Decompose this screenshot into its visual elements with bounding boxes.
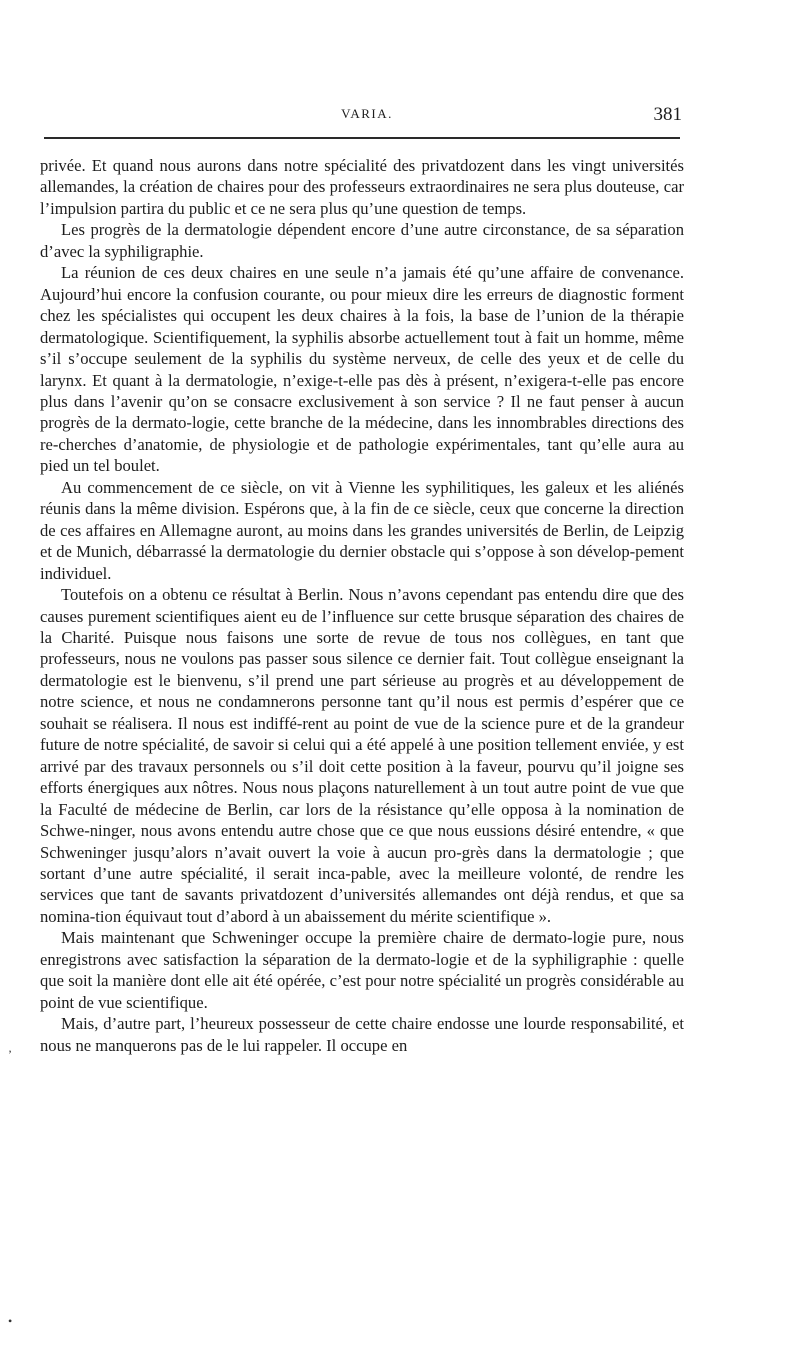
paragraph: Au commencement de ce siècle, on vit à Vienne les syphilitiques, les galeux et les aliénés réunis dans la même division. Espérons que, à la fin de ce siècle, ceux que concerne la direction de ces affaires en Allemagne auront, au moins dans les grandes universités de Berlin, de Leipzig et de Munich, débarrassé la dermatologie du dernier obstacle qui s’oppose à son dévelop-pement individuel. bbox=[40, 477, 684, 583]
paragraph: Mais maintenant que Schweninger occupe la première chaire de dermato-logie pure, nous enregistrons avec satisfaction la séparation de la dermato-logie et de la syphiligraphie : quelle que soit la manière dont elle ait été opérée, c’est pour notre spécialité un progrès considérable au point de vue scientifique. bbox=[40, 928, 684, 1012]
paragraph: La réunion de ces deux chaires en une seule n’a jamais été qu’une affaire de convenance. Aujourd’hui encore la confusion courante, ou pour mieux dire les erreurs de diagnostic forment chez les spécialistes qui occupent les deux chaires à la fois, la base de l’union de la thérapie dermatologique. Scientifiquement, la syphilis absorbe actuellement tout à fait un homme, même s’il s’occupe seulement de la syphilis du système nerveux, de celle des yeux et de celle du larynx. Et quant à la dermatologie, n’exige-t-elle pas dès à présent, n’exigera-t-elle pas encore plus dans l’avenir qu’on se consacre exclusivement à son service ? Il ne faut penser à aucun progrès de la dermato-logie, cette branche de la médecine, dans les innombrables directions des re-cherches d’anatomie, de physiologie et de pathologie expérimentales, tant qu’elle aura au pied un tel boulet. bbox=[40, 263, 684, 476]
paragraph: Les progrès de la dermatologie dépendent encore d’une autre circonstance, de sa séparation d’avec la syphiligraphie. bbox=[40, 220, 684, 261]
running-head: VARIA. bbox=[341, 106, 393, 121]
body-text bbox=[40, 155, 684, 1056]
paragraph: privée. Et quand nous aurons dans notre spécialité des privatdozent dans les vingt universités allemandes, la création de chaires pour des professeurs extraordinaires ne sera plus douteuse, car l’impulsion partira du public et ce ne sera plus qu’une question de temps. bbox=[40, 156, 684, 218]
header-rule bbox=[44, 137, 680, 139]
page-number: 381 bbox=[653, 104, 682, 125]
margin-mark: ’ bbox=[8, 1047, 12, 1061]
margin-mark: • bbox=[8, 1314, 13, 1328]
paragraph: Toutefois on a obtenu ce résultat à Berlin. Nous n’avons cependant pas entendu dire que des causes purement scientifiques aient eu de l’influence sur cette brusque séparation des chaires de la Charité. Puisque nous faisons une sorte de revue de tous nos collègues, en tant que professeurs, nous ne voulons pas passer sous silence ce dernier fait. Tout collègue enseignant la dermatologie est le bienvenu, s’il prend une part sérieuse au progrès et au développement de notre science, et nous ne condamnerons personne tant qu’il nous est permis d’espérer que ce souhait se réalisera. Il nous est indiffé-rent au point de vue de la science pure et de la grandeur future de notre spécialité, de savoir si celui qui a été appelé à une position tellement enviée, y est arrivé par des travaux personnels ou s’il doit cette position à la faveur, pourvu qu’il joigne ses efforts énergiques aux nôtres. Nous nous plaçons naturellement à un tout autre point de vue que la Faculté de médecine de Berlin, car lors de la résistance qu’elle opposa à la nomination de Schwe-ninger, nous avons entendu autre chose que ce que nous eussions désiré entendre, « que Schweninger jusqu’alors n’avait ouvert la voie à aucun pro-grès dans la dermatologie ; que sortant d’une autre spécialité, il serait inca-pable, avec la meilleure volonté, de rendre les services que tant de savants privatdozent d’universités allemandes ont déjà rendus, et que sa nomina-tion équivaut tout d’abord à un abaissement du mérite scientifique ». bbox=[40, 585, 684, 926]
paragraph: Mais, d’autre part, l’heureux possesseur de cette chaire endosse une lourde responsabilité, et nous ne manquerons pas de le lui rappeler. Il occupe en bbox=[40, 1014, 684, 1055]
page-header bbox=[40, 104, 680, 130]
